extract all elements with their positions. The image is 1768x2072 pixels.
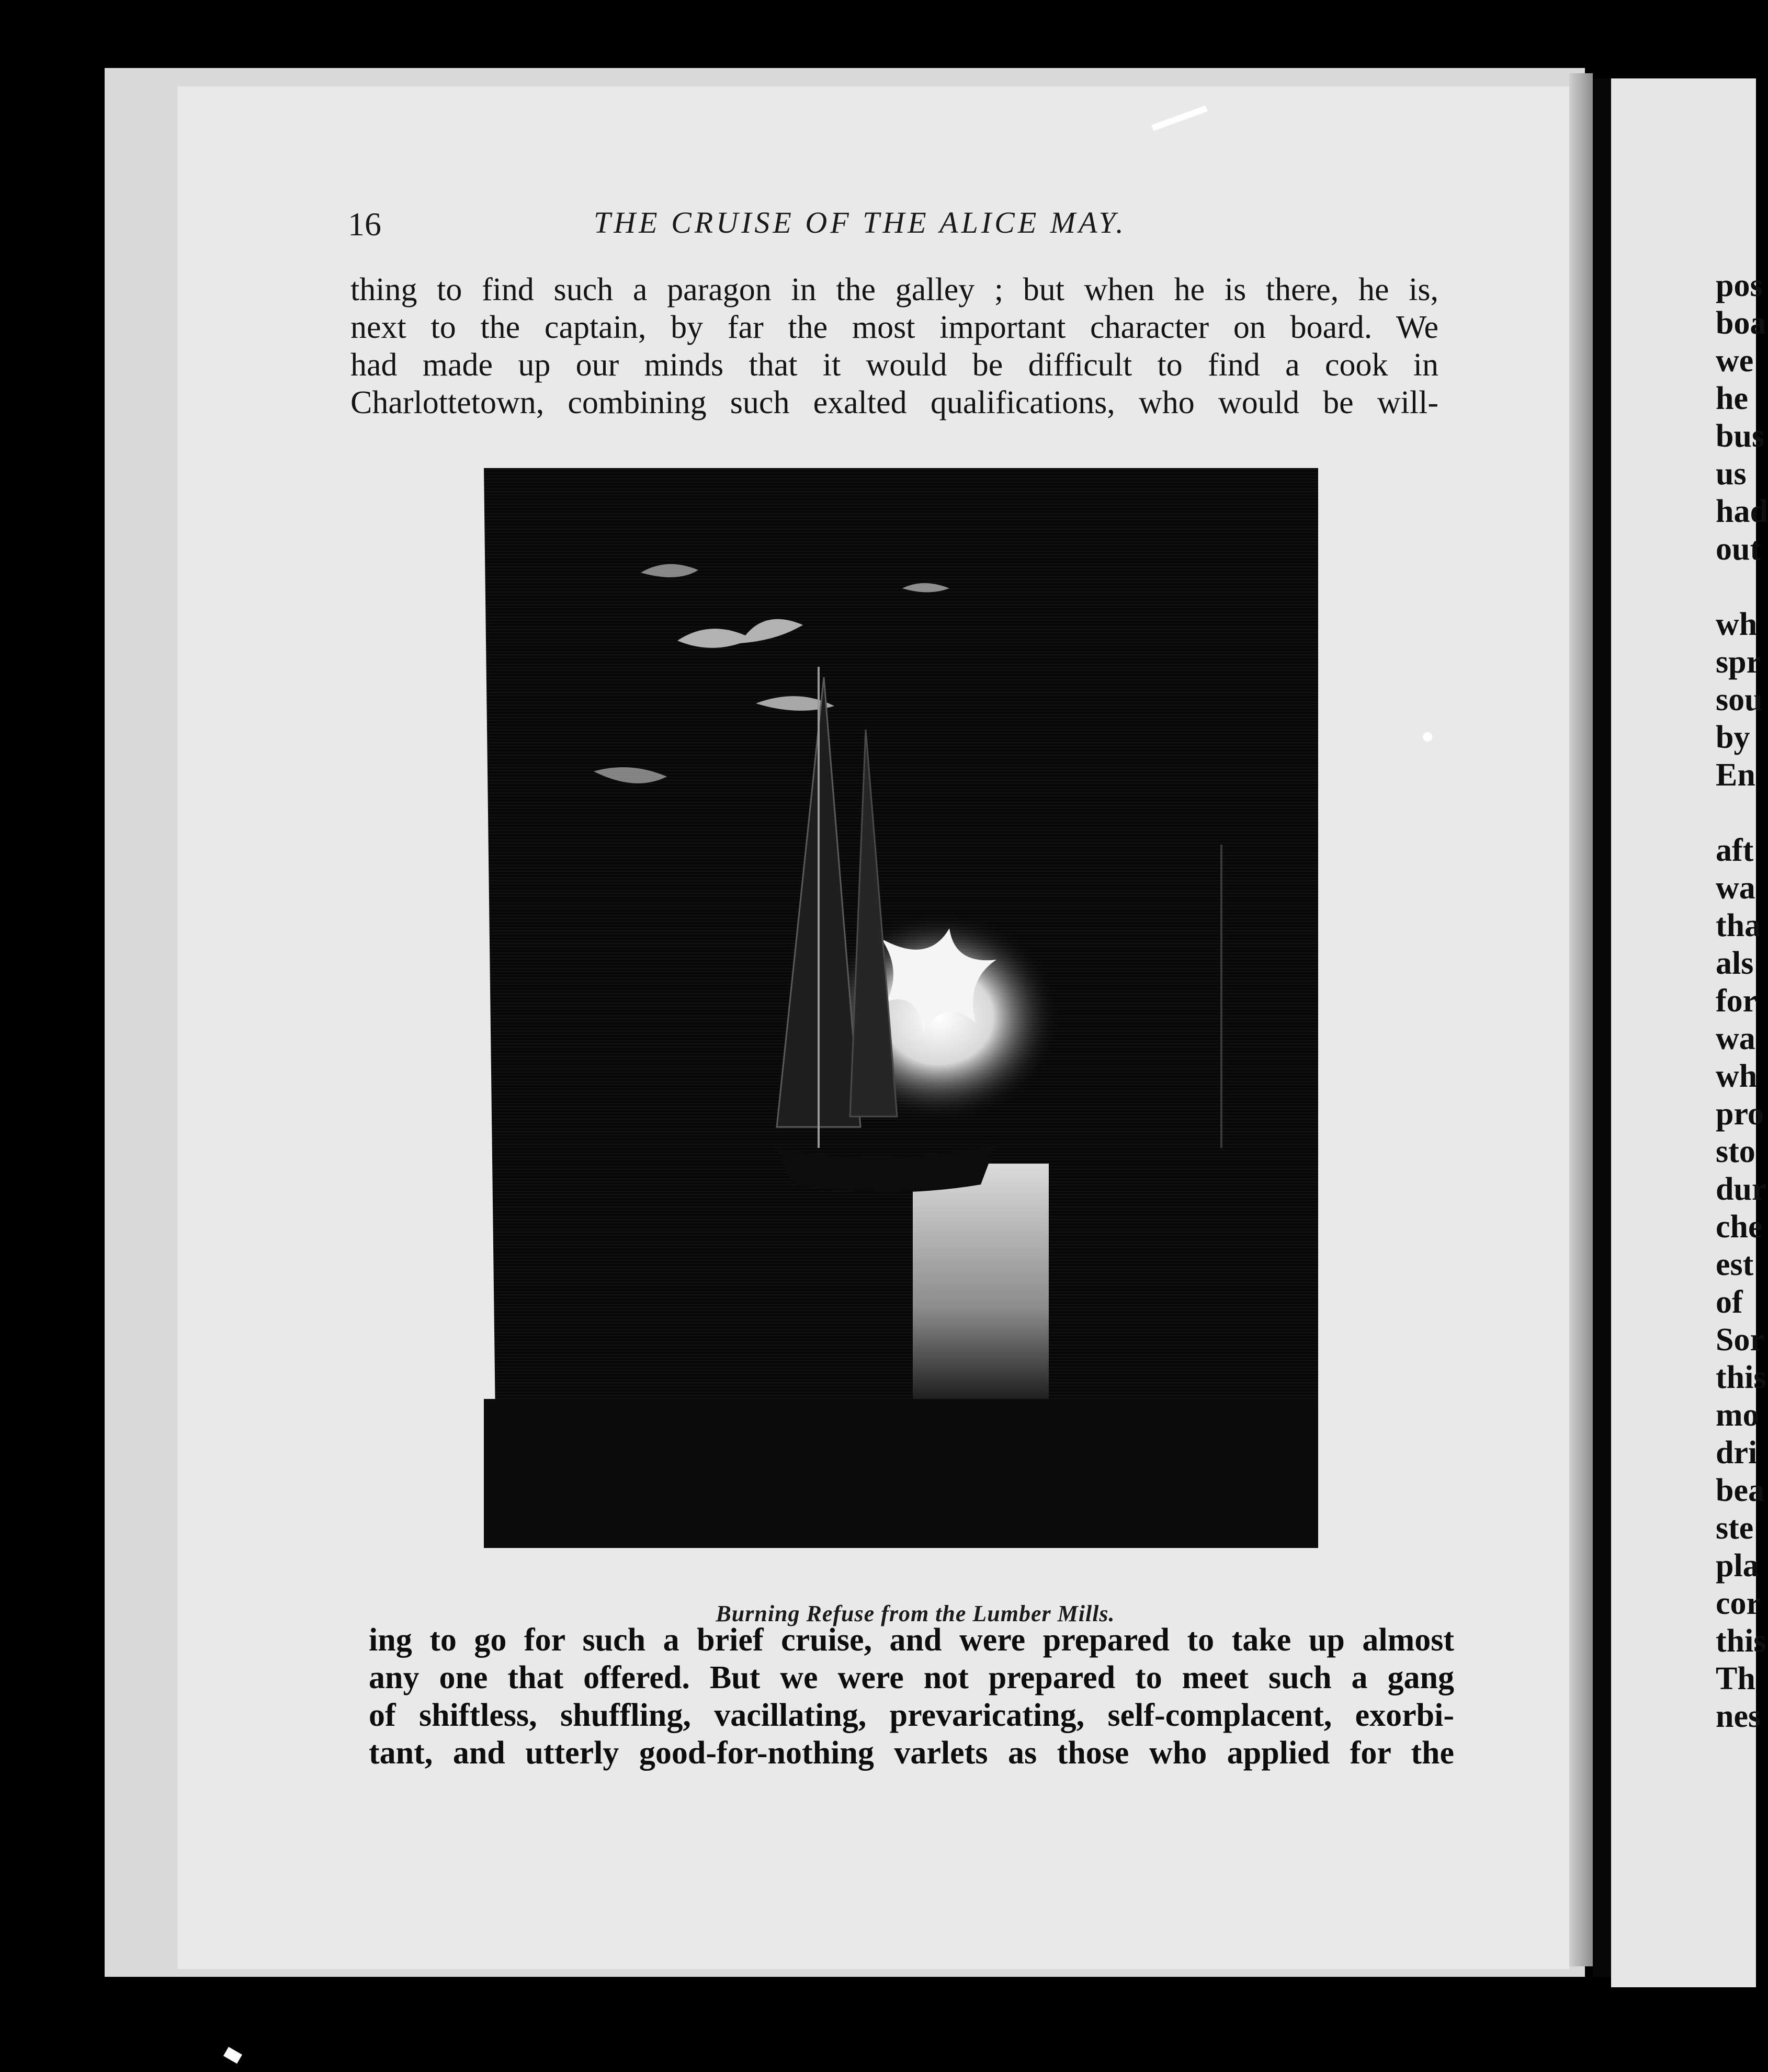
page-edge	[1569, 73, 1593, 1966]
next-page-line-fragment: by	[1716, 720, 1750, 755]
illustration-caption: Burning Refuse from the Lumber Mills.	[716, 1601, 1115, 1626]
next-page-line-fragment: wh	[1716, 607, 1758, 642]
next-page-line-fragment: Sor	[1716, 1322, 1764, 1358]
next-page-line-fragment: cor	[1716, 1586, 1761, 1621]
next-page-line-fragment: bus	[1716, 418, 1765, 454]
text-line: thing to find such a paragon in the galley ; but when he is there, he is,	[350, 272, 1438, 308]
next-page-line-fragment: pos	[1716, 268, 1763, 303]
next-page-line-fragment: als	[1716, 946, 1754, 981]
next-page-line-fragment: sto	[1716, 1134, 1755, 1169]
body-text-top	[350, 271, 1438, 422]
next-page-line-fragment: of	[1716, 1284, 1743, 1320]
text-line: ing to go for such a brief cruise, and were prepared to take up almost	[369, 1622, 1454, 1658]
next-page-paragraph-gap	[1716, 568, 1756, 606]
next-page-line-fragment: tha	[1716, 908, 1761, 943]
text-line: tant, and utterly good-for-nothing varlets as those who applied for the	[369, 1735, 1454, 1771]
next-page-line-fragment: Th	[1716, 1661, 1755, 1697]
next-page-line-fragment: dri	[1716, 1435, 1758, 1471]
next-page-line-fragment: pro	[1716, 1096, 1764, 1132]
next-page-paragraph-gap	[1716, 794, 1756, 832]
text-line: of shiftless, shuffling, vacillating, prevaricating, self-complacent, exorbi-	[369, 1698, 1454, 1733]
text-line: Charlottetown, combining such exalted qualifications, who would be will-	[350, 385, 1438, 420]
next-page-line-fragment: for	[1716, 983, 1758, 1019]
text-line: next to the captain, by far the most important character on board. We	[350, 310, 1438, 345]
next-page-line-fragment: che	[1716, 1209, 1763, 1245]
next-page-line-fragment: wa	[1716, 1021, 1755, 1056]
binding-gutter	[1593, 78, 1611, 1977]
scan-artifact	[223, 2047, 242, 2064]
next-page-line-fragment: sou	[1716, 682, 1763, 718]
next-page-line-fragment: out	[1716, 531, 1761, 567]
engraving-image	[484, 468, 1318, 1548]
next-page-line-fragment: this	[1716, 1623, 1766, 1659]
scan-artifact	[1423, 732, 1432, 742]
next-page-line-fragment: had	[1716, 494, 1768, 529]
next-page-line-fragment: bea	[1716, 1473, 1764, 1508]
text-line: had made up our minds that it would be difficult to find a cook in	[350, 347, 1438, 383]
body-text-bottom	[369, 1621, 1454, 1772]
next-page-line-fragment: wh	[1716, 1058, 1758, 1094]
next-page-line-fragment: pla	[1716, 1548, 1759, 1584]
next-page-line-fragment: we	[1716, 343, 1754, 379]
next-page-line-fragment: wa	[1716, 870, 1755, 906]
next-page-line-fragment: ste	[1716, 1510, 1754, 1546]
next-page-line-fragment: est	[1716, 1247, 1754, 1282]
next-page-line-fragment: us	[1716, 456, 1747, 492]
next-page-line-fragment: mo	[1716, 1397, 1759, 1433]
next-page-line-fragment: spr	[1716, 644, 1761, 680]
next-page-line-fragment: boa	[1716, 305, 1766, 341]
next-page-text-fragments	[1716, 267, 1768, 1735]
ship-engraving-illustration	[484, 468, 1318, 1548]
next-page-line-fragment: this	[1716, 1360, 1766, 1395]
next-page-line-fragment: aft	[1716, 833, 1754, 868]
page-header	[348, 205, 1446, 252]
next-page-line-fragment: En	[1716, 757, 1755, 793]
text-line: any one that offered. But we were not prepared to meet such a gang	[369, 1660, 1454, 1695]
page-number: 16	[348, 206, 381, 243]
next-page-line-fragment: he	[1716, 381, 1748, 416]
next-page-line-fragment: dur	[1716, 1171, 1766, 1207]
running-title: THE CRUISE OF THE ALICE MAY.	[594, 206, 1127, 240]
next-page-line-fragment: nes	[1716, 1699, 1761, 1734]
